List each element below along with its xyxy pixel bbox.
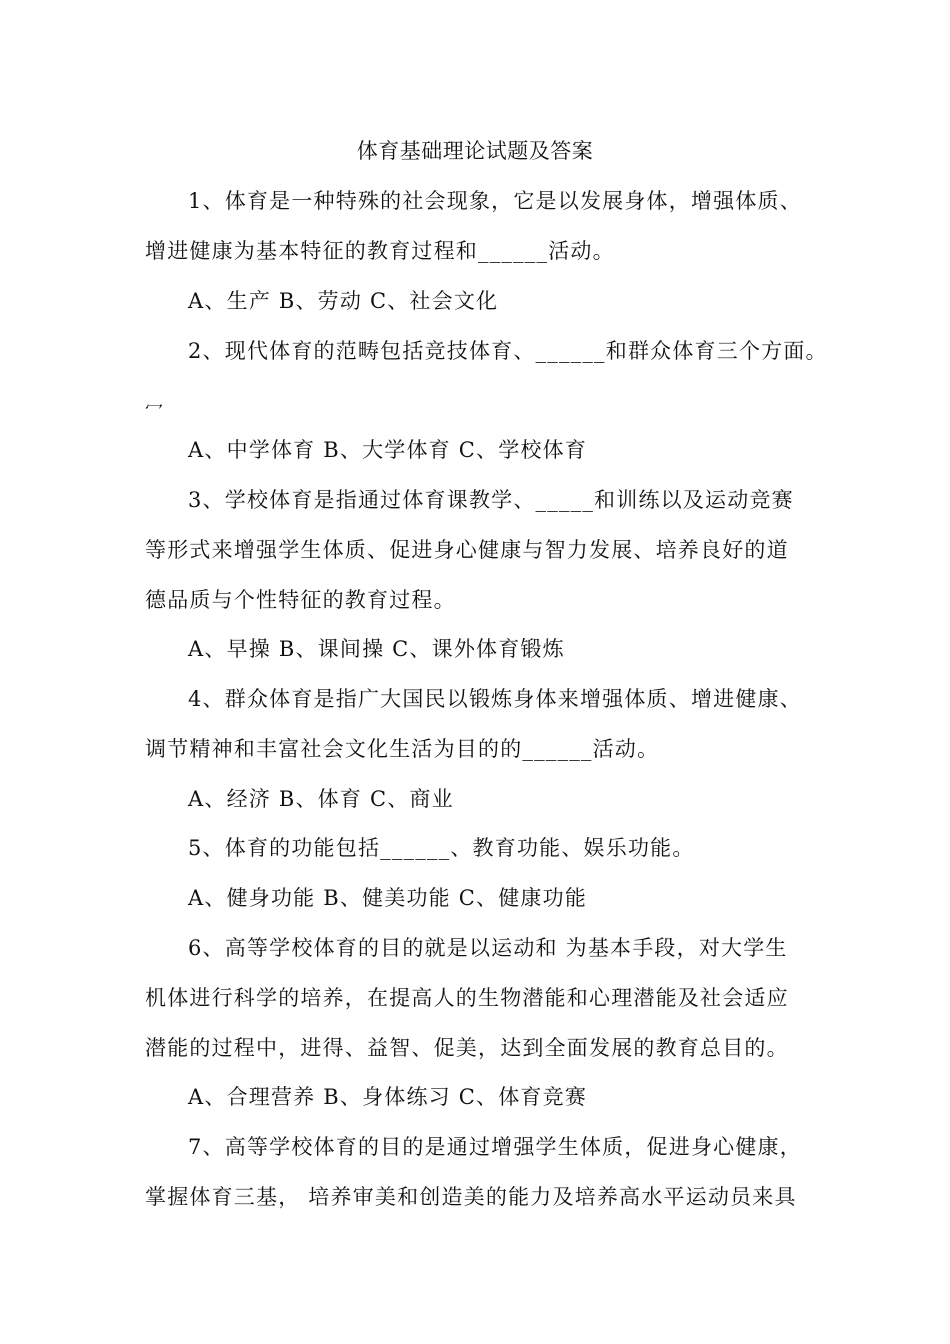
- question-7-line-1: 7、高等学校体育的目的是通过增强学生体质，促进身心健康，: [188, 1135, 802, 1159]
- question-6-line-2: 机体进行科学的培养，在提高人的生物潜能和心理潜能及社会适应: [145, 986, 789, 1010]
- question-3-line-1: 3、学校体育是指通过体育课教学、_____和训练以及运动竞赛: [188, 488, 794, 512]
- question-1-line-1: 1、体育是一种特殊的社会现象，它是以发展身体，增强体质、: [188, 189, 802, 213]
- question-5-options: A、健身功能 B、健美功能 C、健康功能: [188, 886, 588, 910]
- question-6-line-1: 6、高等学校体育的目的就是以运动和 为基本手段，对大学生: [188, 936, 788, 960]
- question-4-line-1: 4、群众体育是指广大国民以锻炼身体来增强体质、增进健康、: [188, 687, 802, 711]
- question-3-line-2: 等形式来增强学生体质、促进身心健康与智力发展、培养良好的道: [145, 538, 789, 562]
- question-5-line-1: 5、体育的功能包括______、教育功能、娱乐功能。: [188, 836, 695, 860]
- question-4-options: A、经济 B、体育 C、商业: [188, 787, 454, 811]
- question-4-line-2: 调节精神和丰富社会文化生活为目的的______活动。: [145, 737, 660, 761]
- question-6-line-3: 潜能的过程中，进得、益智、促美，达到全面发展的教育总目的。: [145, 1036, 789, 1060]
- document-title: 体育基础理论试题及答案: [356, 139, 594, 163]
- question-3-options: A、早操 B、课间操 C、课外体育锻炼: [188, 637, 565, 661]
- question-1-options: A、生产 B、劳动 C、社会文化: [188, 289, 499, 313]
- question-1-line-2: 增进健康为基本特征的教育过程和______活动。: [145, 239, 615, 263]
- question-3-line-3: 德品质与个性特征的教育过程。: [145, 588, 456, 612]
- question-2-line-1: 2、现代体育的范畴包括竞技体育、______和群众体育三个方面。: [188, 339, 828, 363]
- stray-mark: 冖: [145, 399, 163, 420]
- question-2-options: A、中学体育 B、大学体育 C、学校体育: [188, 438, 588, 462]
- question-6-options: A、合理营养 B、身体练习 C、体育竞赛: [188, 1085, 588, 1109]
- question-7-line-2: 掌握体育三基， 培养审美和创造美的能力及培养高水平运动员来具: [145, 1185, 797, 1209]
